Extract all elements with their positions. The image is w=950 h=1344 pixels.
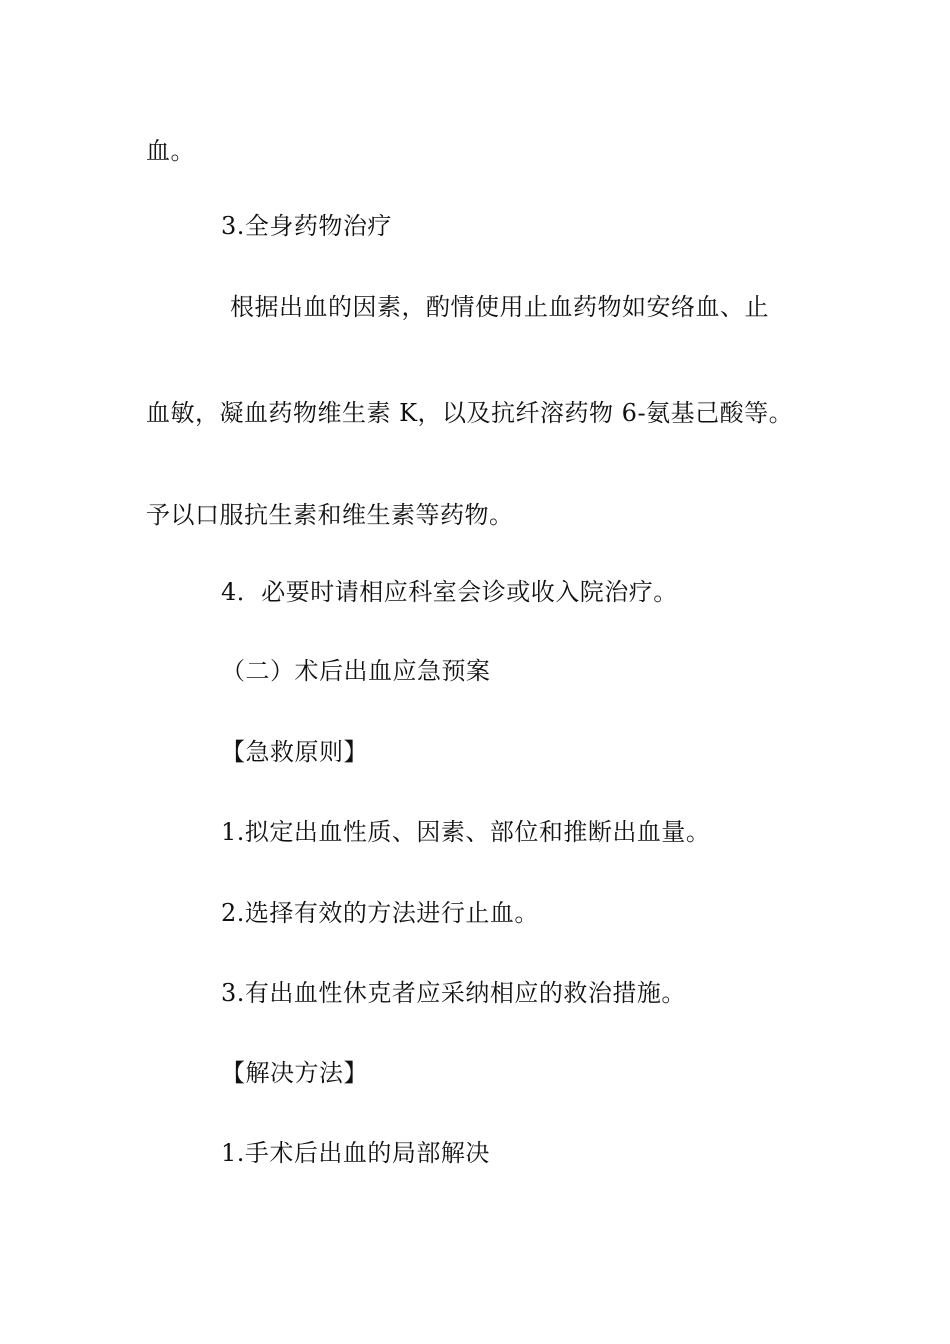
- paragraph-line-4: 血敏，凝血药物维生素 K，以及抗纤溶药物 6-氨基己酸等。: [146, 399, 794, 427]
- list-item-principle-1: 1.拟定出血性质、因素、部位和推断出血量。: [221, 818, 711, 846]
- section-heading-solutions: 【解决方法】: [221, 1059, 368, 1087]
- paragraph-line-5: 予以口服抗生素和维生素等药物。: [146, 501, 514, 529]
- list-item-4: 4．必要时请相应科室会诊或收入院治疗。: [221, 578, 678, 606]
- section-heading-first-aid-principles: 【急救原则】: [221, 738, 368, 766]
- list-item-principle-2: 2.选择有效的方法进行止血。: [221, 899, 539, 927]
- list-item-solution-1: 1.手术后出血的局部解决: [221, 1139, 490, 1167]
- paragraph-line-1: 血。: [146, 137, 195, 165]
- paragraph-line-3: 根据出血的因素，酌情使用止血药物如安络血、止: [230, 293, 769, 321]
- list-item-principle-3: 3.有出血性休克者应采纳相应的救治措施。: [221, 979, 686, 1007]
- section-heading-systemic-drug-therapy: 3.全身药物治疗: [221, 212, 392, 240]
- section-heading-postop-bleeding-plan: （二）术后出血应急预案: [221, 657, 491, 685]
